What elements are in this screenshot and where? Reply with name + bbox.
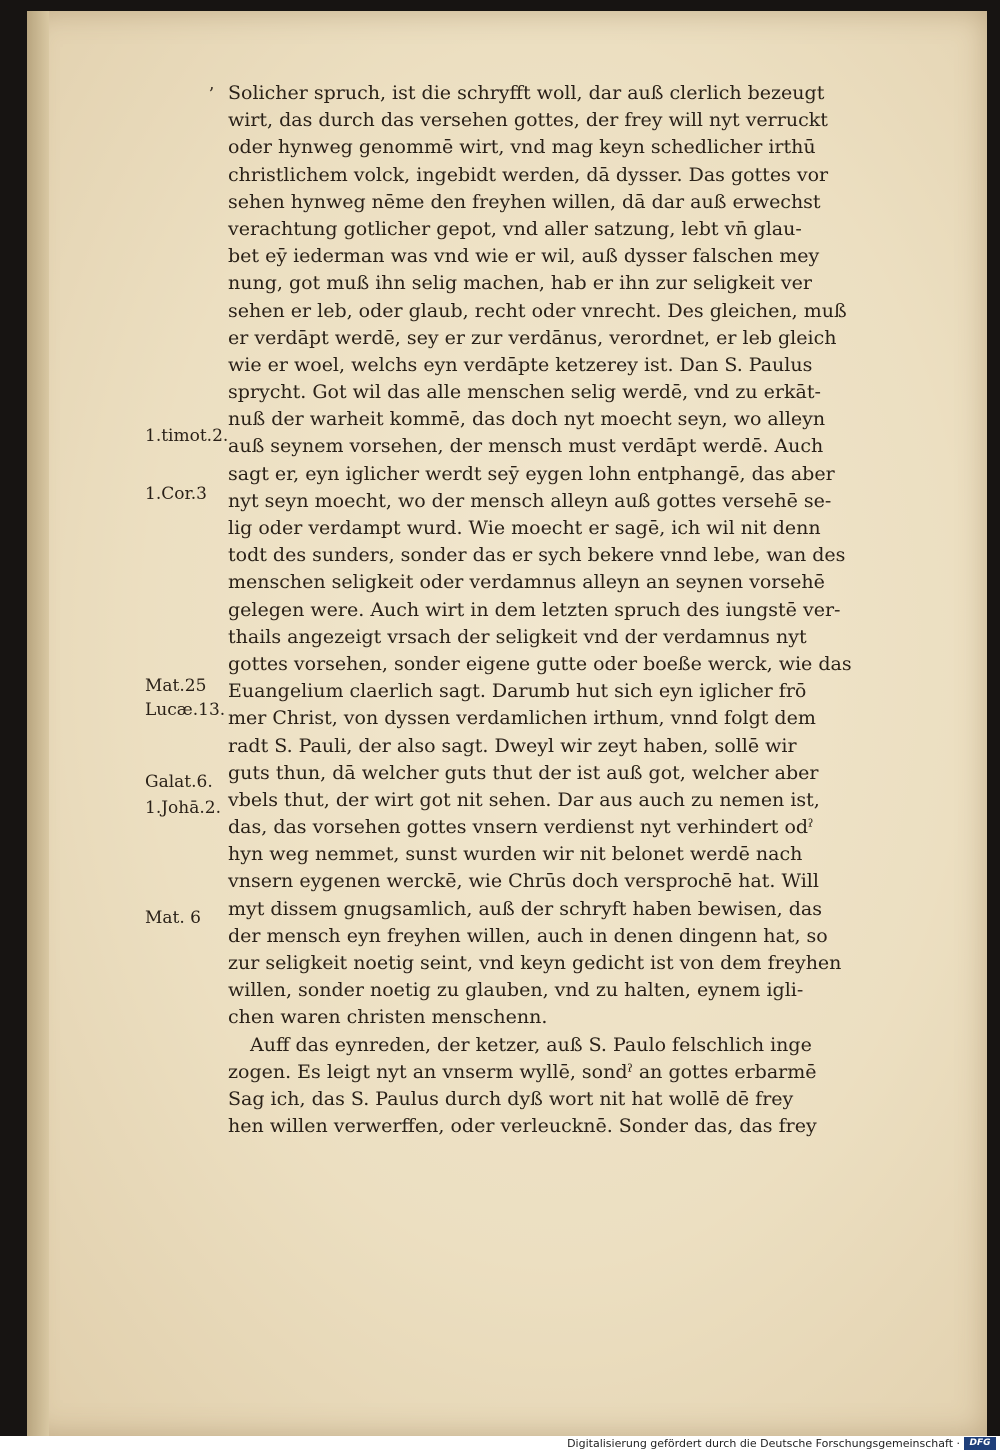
- text-line: wie er woel, welchs eyn verdāpte ketzerey ist. Dan S. Paulus: [228, 353, 813, 376]
- text-line-paragraph-start: Auff das eynreden, der ketzer, auß S. Paulo felschlich inge: [250, 1033, 812, 1056]
- text-line: bet eȳ iederman was vnd wie er wil, auß dysser falschen mey: [228, 245, 820, 268]
- text-line: sehen er leb, oder glaub, recht oder vnrecht. Des gleichen, muß: [228, 299, 847, 322]
- text-line: lig oder verdampt wurd. Wie moecht er sagē, ich wil nit denn: [228, 517, 821, 539]
- dfg-logo: DFG: [964, 1437, 996, 1450]
- text-line: sehen hynweg nēme den freyhen willen, dā dar auß erwechst: [228, 190, 821, 213]
- marginal-citation: Mat. 6: [145, 908, 201, 928]
- marginal-citation: Galat.6.: [145, 772, 213, 792]
- text-line: vbels thut, der wirt got nit sehen. Dar aus auch zu nemen ist,: [228, 788, 820, 811]
- text-line: Sag ich, das S. Paulus durch dyß wort nit hat wollē dē frey: [228, 1087, 794, 1110]
- text-line: willen, sonder noetig zu glauben, vnd zu halten, eynem igli-: [228, 979, 804, 1002]
- text-line: todt des sunders, sonder das er sych bekere vnnd lebe, wan des: [228, 544, 846, 567]
- text-line: gottes vorsehen, sonder eigene gutte oder boeße werck, wie das: [228, 652, 852, 675]
- footer-bar: [0, 1436, 1000, 1452]
- printer-mark: ʼ: [208, 84, 214, 105]
- marginal-citation: Lucæ.13.: [145, 700, 226, 720]
- text-line: hen willen verwerffen, oder verleucknē. Sonder das, das frey: [228, 1115, 817, 1138]
- marginal-citation: Mat.25: [145, 676, 207, 696]
- marginal-citation: 1.timot.2.: [145, 426, 229, 446]
- text-line: Solicher spruch, ist die schryfft woll, dar auß clerlich bezeugt: [228, 82, 825, 104]
- text-line: thails angezeigt vrsach der seligkeit vnd der verdamnus nyt: [228, 625, 807, 648]
- text-line: sprycht. Got wil das alle menschen selig werdē, vnd zu erkāt-: [228, 381, 821, 404]
- marginal-citation: 1.Johā.2.: [145, 798, 221, 818]
- text-line: nung, got muß ihn selig machen, hab er ihn zur seligkeit ver: [228, 272, 812, 295]
- text-line: wirt, das durch das versehen gottes, der frey will nyt verruckt: [228, 109, 828, 132]
- page-binding-edge: [27, 11, 49, 1436]
- text-line: mer Christ, von dyssen verdamlichen irthum, vnnd folgt dem: [228, 707, 816, 730]
- text-line: oder hynweg genommē wirt, vnd mag keyn schedlicher irthū: [228, 136, 816, 159]
- text-line: zogen. Es leigt nyt an vnserm wyllē, sondˀ an gottes erbarmē: [228, 1060, 817, 1083]
- text-line: menschen seligkeit oder verdamnus alleyn an seynen vorsehē: [228, 571, 825, 594]
- text-line: Euangelium claerlich sagt. Darumb hut sich eyn iglicher frō: [228, 680, 807, 703]
- funding-credit: Digitalisierung gefördert durch die Deutsche Forschungsgemeinschaft ·: [567, 1437, 960, 1450]
- text-line: nuß der warheit kommē, das doch nyt moecht seyn, wo alleyn: [228, 408, 826, 431]
- text-line: sagt er, eyn iglicher werdt seȳ eygen lohn entphangē, das aber: [228, 462, 835, 485]
- text-line: zur seligkeit noetig seint, vnd keyn gedicht ist von dem freyhen: [228, 952, 842, 974]
- text-line: das, das vorsehen gottes vnsern verdienst nyt verhindert odˀ: [228, 816, 814, 839]
- text-line: vnsern eygenen werckē, wie Chrūs doch versprochē hat. Will: [228, 870, 819, 893]
- marginal-citation: 1.Cor.3: [145, 484, 207, 504]
- text-line: verachtung gotlicher gepot, vnd aller satzung, lebt vn̄ glau-: [228, 217, 802, 240]
- text-line: chen waren christen menschenn.: [228, 1006, 548, 1029]
- text-line: hyn weg nemmet, sunst wurden wir nit belonet werdē nach: [228, 843, 803, 866]
- text-line: nyt seyn moecht, wo der mensch alleyn auß gottes versehē se-: [228, 489, 832, 512]
- text-line: radt S. Pauli, der also sagt. Dweyl wir zeyt haben, sollē wir: [228, 734, 797, 757]
- text-line: auß seynem vorsehen, der mensch must verdāpt werdē. Auch: [228, 435, 824, 458]
- text-line: christlichem volck, ingebidt werden, dā dysser. Das gottes vor: [228, 163, 829, 186]
- text-line: guts thun, dā welcher guts thut der ist auß got, welcher aber: [228, 761, 819, 784]
- text-line: er verdāpt werdē, sey er zur verdānus, verordnet, er leb gleich: [228, 326, 837, 349]
- text-line: gelegen were. Auch wirt in dem letzten spruch des iungstē ver-: [228, 598, 841, 621]
- text-line: der mensch eyn freyhen willen, auch in denen dingenn hat, so: [228, 924, 828, 947]
- body-text: [228, 80, 938, 1140]
- text-line: myt dissem gnugsamlich, auß der schryft haben bewisen, das: [228, 897, 822, 920]
